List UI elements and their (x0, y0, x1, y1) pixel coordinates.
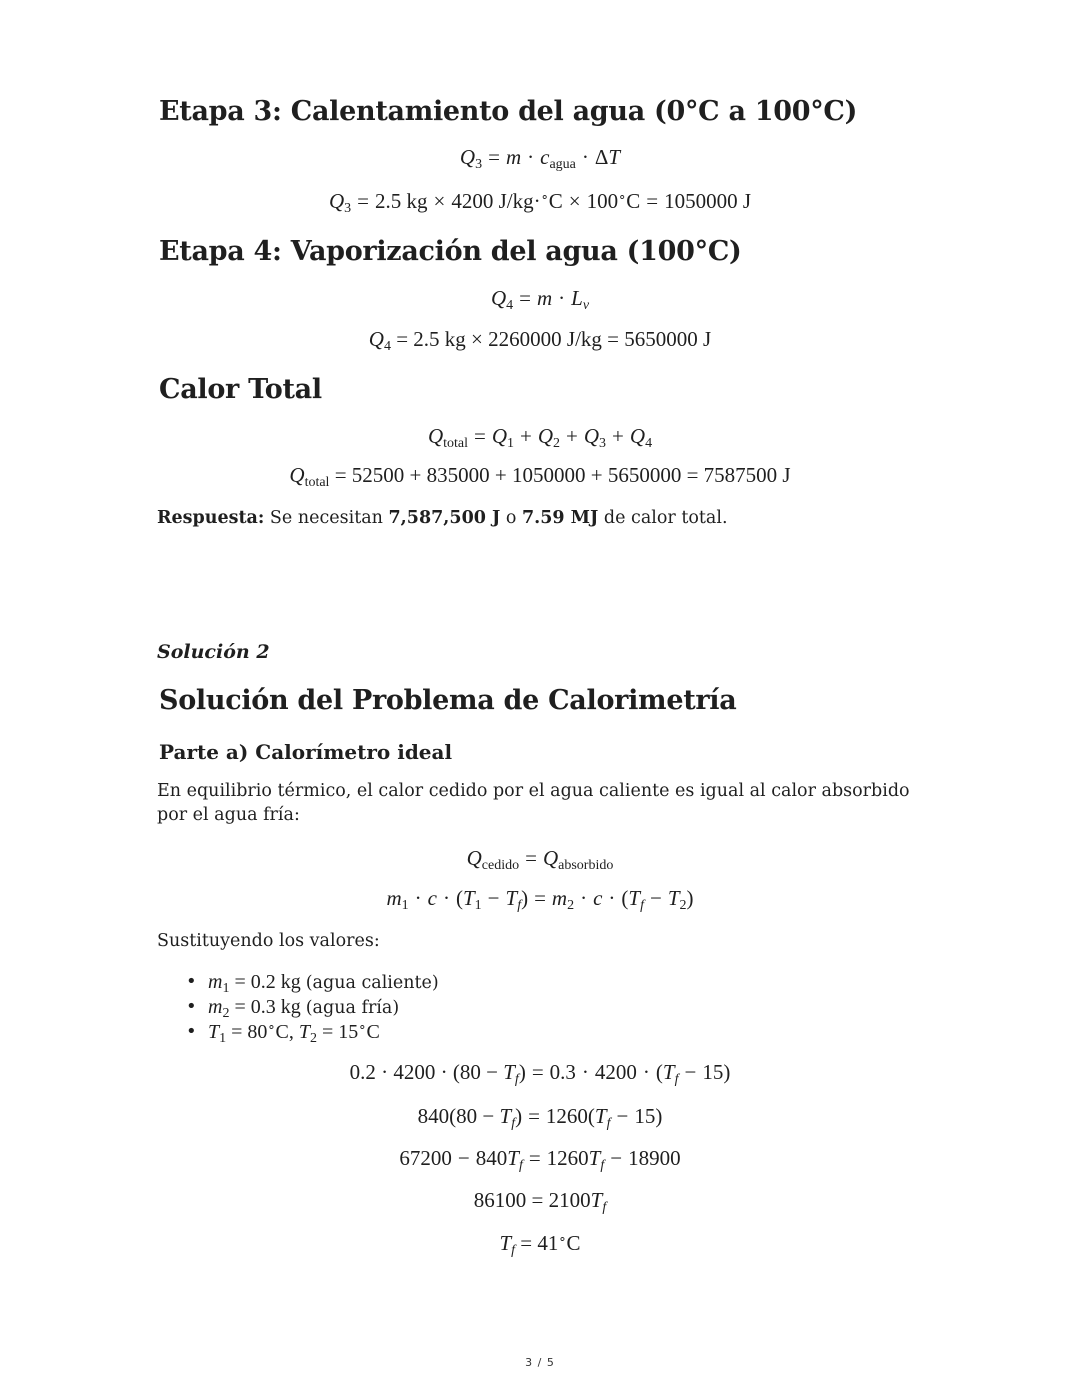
calc-line-5: $T_f = 41^\circ C$ (499, 1231, 581, 1258)
etapa3-formula: $Q_3 = m \cdot c_{agua} \cdot \Delta T$ (459, 145, 621, 172)
unit-j-per-kg: J/kg· (498, 189, 541, 213)
substitution-label: Sustituyendo los valores: (157, 931, 380, 951)
respuesta-text-b: o (500, 508, 522, 528)
equilibrio-formula: $Q_{cedido} = Q_{absorbido}$ (466, 846, 614, 873)
etapa4-heading: Etapa 4: Vaporización del agua (100°C) (159, 236, 742, 267)
parte-a-heading: Parte a) Calorímetro ideal (159, 740, 453, 764)
respuesta-paragraph (157, 506, 728, 530)
m1-value: = 0.2 kg (234, 971, 301, 993)
calc-line-4: $86100 = 2100T_f$ (473, 1188, 607, 1215)
values-list (186, 970, 439, 1044)
list-item: • $T_1 = 80^\circ C$, $T_2 = 15^\circ C$ (186, 1020, 439, 1044)
page-number: 3 / 5 (525, 1356, 555, 1369)
equilibrio-expanded: $m_1 \cdot c \cdot (T_1 - T_f) = m_2 \cdot c \cdot (T_f - T_2)$ (386, 886, 694, 913)
respuesta-joules: 7,587,500 J (388, 508, 501, 528)
m2-value: = 0.3 kg (234, 996, 301, 1018)
unit-kg: kg (406, 189, 428, 213)
etapa4-calc-text: = 2.5 kg × 2260000 J/kg = 5650000 J (396, 327, 712, 351)
m2-note: (agua fría) (305, 998, 400, 1018)
etapa3-calculation: $Q_3 = 2.5$ kg × 4200 J/kg·∘C × 100∘C = 1050000 J (328, 189, 752, 216)
etapa4-calculation: $Q_4 = 2.5$ kg × 2260000 J/kg = 5650000 J (368, 327, 712, 354)
calc-line-5-text: = 41 (520, 1231, 559, 1255)
respuesta-mj: 7.59 MJ (521, 508, 599, 528)
calor-total-heading: Calor Total (159, 374, 322, 405)
calc-line-1-text: 0.2 · 4200 · (80 − (349, 1060, 498, 1084)
calc-line-3: $67200 - 840T_f = 1260T_f - 18900$ (399, 1146, 681, 1173)
etapa3-result: 1050000 J (664, 189, 752, 213)
calor-total-calc-text: = 52500 + 835000 + 1050000 + 5650000 = 7587500 J (334, 463, 791, 487)
solucion2-label: Solución 2 (157, 641, 270, 663)
respuesta-label: Respuesta: (157, 508, 265, 528)
list-item: • $m_1 = 0.2$ kg (agua caliente) (186, 970, 439, 995)
solucion2-title: Solución del Problema de Calorimetría (159, 685, 737, 716)
calor-total-formula: $Q_{total} = Q_1 + Q_2 + Q_3 + Q_4$ (427, 424, 653, 451)
respuesta-text-c: de calor total. (598, 508, 728, 528)
calc-line-2: $840(80 - T_f) = 1260(T_f - 15)$ (417, 1104, 663, 1131)
calc-line-2-text: 840(80 − (417, 1104, 495, 1128)
etapa3-heading: Etapa 3: Calentamiento del agua (0°C a 100°C) (159, 96, 858, 127)
calc-line-4-text: 86100 = 2100 (473, 1188, 591, 1212)
calc-line-1: $0.2 \cdot 4200 \cdot (80 - T_f) = 0.3 \cdot 4200 \cdot (T_f - 15)$ (349, 1060, 731, 1087)
parte-a-intro: En equilibrio térmico, el calor cedido por el agua caliente es igual al calor absorbido por el agua fría: (157, 781, 910, 825)
calor-total-calculation: $Q_{total} = 52500 + 835000 + 1050000 + 5650000 = 7587500$ J (289, 463, 791, 490)
etapa4-formula: $Q_4 = m \cdot L_v$ (490, 286, 590, 313)
m1-note: (agua caliente) (305, 973, 439, 993)
list-item: • $m_2 = 0.3$ kg (agua fría) (186, 995, 439, 1020)
respuesta-text-a: Se necesitan (264, 508, 389, 528)
